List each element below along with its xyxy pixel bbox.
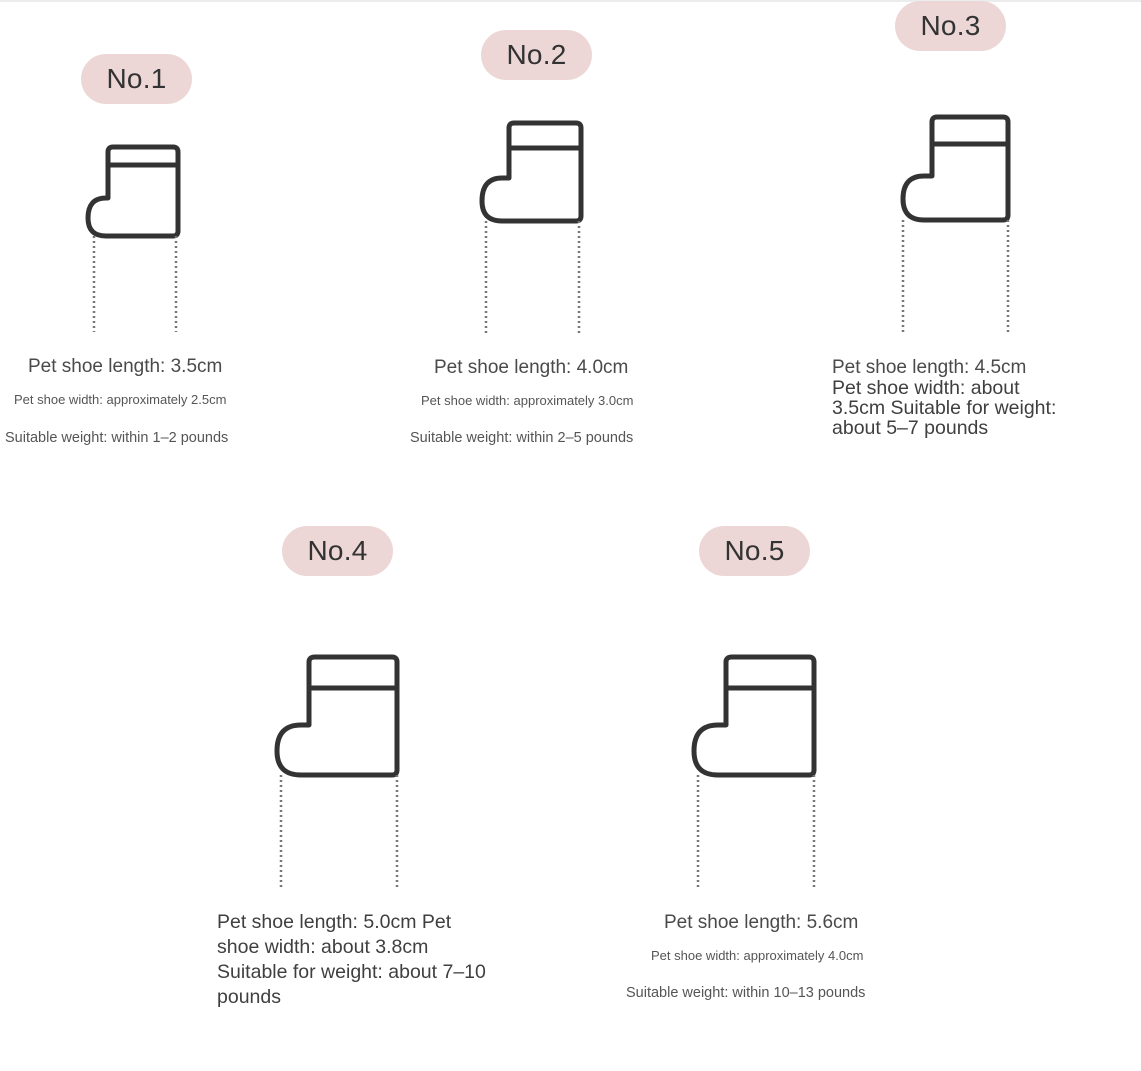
suitable-weight-text: Suitable weight: within 1–2 pounds [5,430,229,446]
pet-shoe-icon [472,114,592,344]
suitable-weight-text: Suitable weight: within 10–13 pounds [626,985,866,1001]
shoe-length-text: Pet shoe length: 3.5cm [28,356,223,377]
shoe-length-text: Pet shoe length: 5.6cm [664,912,859,933]
size-badge-no3: No.3 [895,1,1006,51]
pet-shoe-icon [267,647,407,895]
shoe-length-text: Pet shoe length: 4.5cm [832,357,1027,378]
shoe-width-text: Pet shoe width: approximately 4.0cm [651,948,864,963]
shoe-width-text: Pet shoe width: approximately 3.0cm [421,393,634,408]
shoe-description-text: Pet shoe width: about 3.5cm Suitable for weight: about 5–7 pounds [832,377,1057,439]
size-badge-no4: No.4 [282,526,393,576]
size-badge-no5: No.5 [699,526,810,576]
shoe-width-text: Pet shoe width: approximately 2.5cm [14,392,227,407]
pet-shoe-icon [684,647,824,895]
size-badge-no1: No.1 [81,54,192,104]
pet-shoe-icon [80,140,190,340]
shoe-length-text: Pet shoe length: 4.0cm [434,357,629,378]
pet-shoe-icon [893,108,1018,340]
shoe-description-text: Pet shoe length: 5.0cm Pet shoe width: about 3.8cm Suitable for weight: about 7–10 pounds [217,911,486,1008]
size-badge-no2: No.2 [481,30,592,80]
suitable-weight-text: Suitable weight: within 2–5 pounds [410,430,634,446]
